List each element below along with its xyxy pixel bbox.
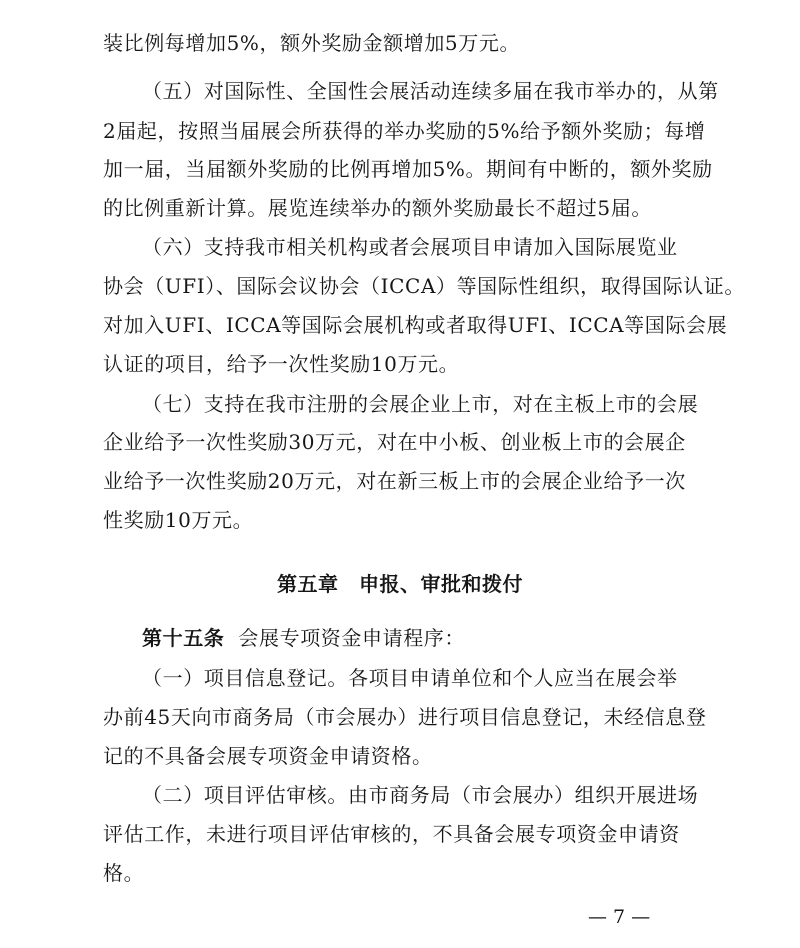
- paragraph-line: 协会（UFI）、国际会议协会（ICCA）等国际性组织，取得国际认证。: [103, 274, 745, 298]
- paragraph-line: 格。: [103, 861, 145, 885]
- paragraph-line: 企业给予一次性奖励30万元，对在中小板、创业板上市的会展企: [103, 430, 686, 454]
- page-number: — 7 —: [588, 906, 651, 928]
- paragraph-line: 的比例重新计算。展览连续举办的额外奖励最长不超过5届。: [103, 196, 652, 220]
- paragraph-line: 评估工作，未进行项目评估审核的，不具备会展专项资金申请资: [103, 822, 680, 846]
- paragraph-line: 认证的项目，给予一次性奖励10万元。: [103, 352, 460, 376]
- paragraph-line: 性奖励10万元。: [103, 508, 254, 532]
- paragraph-line: （一）项目信息登记。各项目申请单位和个人应当在展会举: [142, 666, 678, 690]
- article-label: 第十五条: [142, 626, 225, 650]
- article-text: 会展专项资金申请程序：: [238, 626, 466, 650]
- article-heading-line: [142, 618, 704, 658]
- paragraph-line: （七）支持在我市注册的会展企业上市，对在主板上市的会展: [142, 392, 699, 416]
- paragraph-line: 记的不具备会展专项资金申请资格。: [103, 744, 433, 768]
- paragraph-line: 装比例每增加5%，额外奖励金额增加5万元。: [103, 31, 521, 55]
- paragraph-line: （五）对国际性、全国性会展活动连续多届在我市举办的，从第: [142, 79, 719, 103]
- paragraph-line: 办前45天向市商务局（市会展办）进行项目信息登记，未经信息登: [103, 705, 707, 729]
- paragraph-line: （二）项目评估审核。由市商务局（市会展办）组织开展进场: [142, 783, 699, 807]
- paragraph-line: （六）支持我市相关机构或者会展项目申请加入国际展览业: [142, 235, 678, 259]
- paragraph-line: 2届起，按照当届展会所获得的举办奖励的5%给予额外奖励；每增: [103, 119, 706, 143]
- paragraph-line: 加一届，当届额外奖励的比例再增加5%。期间有中断的，额外奖励: [103, 157, 713, 181]
- chapter-heading: 第五章 申报、审批和拨付: [277, 572, 523, 596]
- paragraph-line: 对加入UFI、ICCA等国际会展机构或者取得UFI、ICCA等国际会展: [103, 313, 728, 337]
- paragraph-line: 业给予一次性奖励20万元，对在新三板上市的会展企业给予一次: [103, 469, 686, 493]
